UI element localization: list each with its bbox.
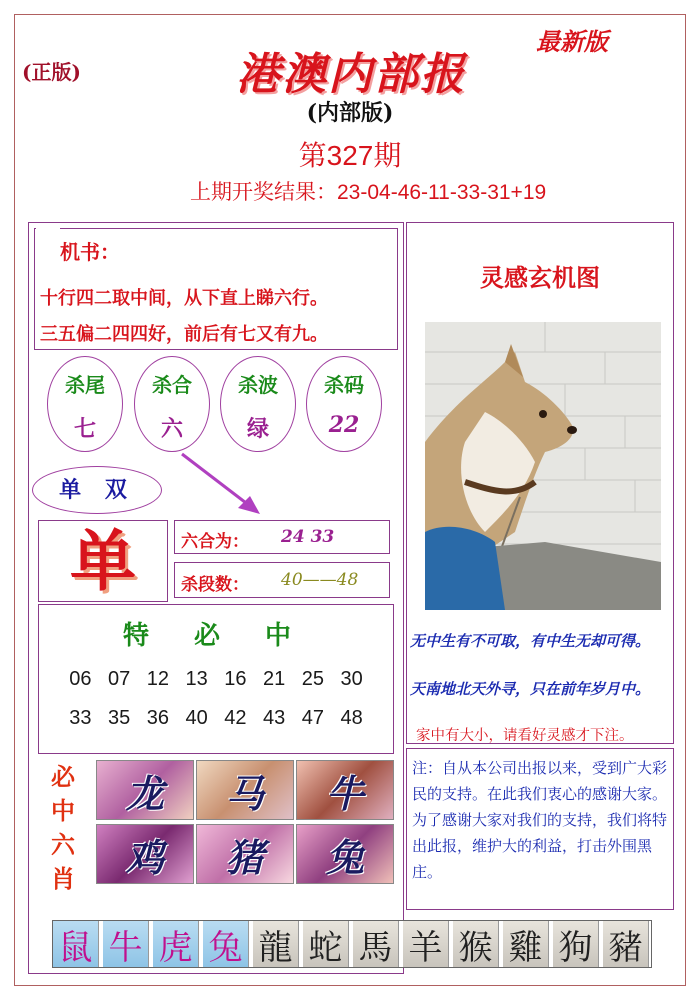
number: 16 bbox=[224, 668, 247, 690]
oval-title: 杀尾 bbox=[65, 373, 105, 397]
shaduan-value: 40——48 bbox=[281, 570, 359, 590]
number: 25 bbox=[301, 668, 324, 690]
dan-shuang-oval: 单 双 bbox=[32, 466, 162, 514]
number: 21 bbox=[263, 668, 286, 690]
big-char: 单 bbox=[70, 522, 136, 600]
zodiac-label: 兔 bbox=[325, 834, 364, 880]
oval-sha-wei bbox=[47, 356, 123, 452]
big-char-box bbox=[38, 520, 168, 602]
zodiac-bar bbox=[52, 920, 652, 968]
poem-line-2: 天南地北天外寻，只在前年岁月中。 bbox=[410, 680, 651, 698]
page-title: 港澳内部报 bbox=[236, 49, 466, 100]
number: 47 bbox=[301, 707, 324, 729]
zodiac-tile-rooster: 雞 bbox=[503, 921, 549, 967]
oval-sha-ma bbox=[306, 356, 382, 452]
number: 35 bbox=[108, 707, 131, 729]
right-title: 灵感玄机图 bbox=[480, 263, 600, 292]
zodiac-tile-dragon: 龍 bbox=[253, 921, 299, 967]
number: 13 bbox=[185, 668, 208, 690]
oval-value: 七 bbox=[73, 416, 96, 442]
number: 30 bbox=[340, 668, 363, 690]
edition-right: 最新版 bbox=[536, 27, 608, 56]
number: 48 bbox=[340, 707, 363, 729]
notice-text: 注：自从本公司出报以来，受到广大彩民的支持。在此我们衷心的感谢大家。为了感谢大家对我们的支持，我们将特出此报，维护大的利益，打击外围黑庄。 bbox=[412, 760, 668, 881]
te-bi-zhong-title: 特 必 中 bbox=[122, 621, 310, 651]
zodiac-label: 马 bbox=[225, 770, 264, 816]
te-bi-zhong-box bbox=[38, 604, 394, 754]
zodiac-cell bbox=[196, 824, 294, 884]
tianji-line-2: 三五偏二四四好，前后有七又有九。 bbox=[40, 324, 328, 345]
zodiac-tile-pig: 豬 bbox=[603, 921, 649, 967]
zodiac-tile-snake: 蛇 bbox=[303, 921, 349, 967]
zodiac-tile-ox: 牛 bbox=[103, 921, 149, 967]
six-zodiac-grid bbox=[96, 760, 396, 894]
number: 40 bbox=[185, 707, 208, 729]
oval-sha-he bbox=[134, 356, 210, 452]
bi-zhong-liu-xiao-label: 必中六肖 bbox=[51, 762, 75, 893]
dog-photo bbox=[425, 322, 661, 610]
oval-value: 绿 bbox=[246, 416, 269, 442]
liuhe-box bbox=[174, 520, 390, 554]
zodiac-cell bbox=[96, 824, 194, 884]
subtitle: (内部版) bbox=[306, 100, 394, 126]
tianji-line-1: 十行四二取中间，从下直上睇六行。 bbox=[40, 288, 328, 309]
zodiac-tile-monkey: 猴 bbox=[453, 921, 499, 967]
oval-title: 杀合 bbox=[152, 373, 192, 397]
zodiac-cell bbox=[96, 760, 194, 820]
zodiac-label: 龙 bbox=[125, 770, 164, 816]
oval-value: 22 bbox=[328, 412, 360, 438]
zodiac-cell bbox=[296, 824, 394, 884]
number: 33 bbox=[69, 707, 92, 729]
zodiac-label: 猪 bbox=[225, 834, 264, 880]
number: 06 bbox=[69, 668, 92, 690]
issue-number: 第327期 bbox=[298, 140, 402, 171]
tianji-heading: 机书： bbox=[60, 240, 120, 264]
number: 07 bbox=[108, 668, 131, 690]
zodiac-cell bbox=[296, 760, 394, 820]
shaduan-box bbox=[174, 562, 390, 598]
arrow-graphic bbox=[170, 444, 270, 524]
edition-left: (正版) bbox=[22, 60, 81, 84]
liuhe-value: 24 33 bbox=[281, 527, 335, 547]
number: 42 bbox=[224, 707, 247, 729]
oval-title: 杀码 bbox=[324, 373, 364, 397]
note-text: 家中有大小，请看好灵感才下注。 bbox=[416, 728, 634, 744]
zodiac-cell bbox=[196, 760, 294, 820]
oval-title: 杀波 bbox=[238, 373, 278, 397]
number: 43 bbox=[263, 707, 286, 729]
zodiac-label: 鸡 bbox=[125, 834, 164, 880]
poem-line-1: 无中生有不可取，有中生无却可得。 bbox=[410, 632, 651, 650]
number-row-2 bbox=[39, 707, 393, 730]
zodiac-tile-goat: 羊 bbox=[403, 921, 449, 967]
zodiac-tile-horse: 馬 bbox=[353, 921, 399, 967]
number: 12 bbox=[146, 668, 169, 690]
last-result: 上期开奖结果：23-04-46-11-33-31+19 bbox=[190, 181, 547, 204]
liuhe-label: 六合为： bbox=[181, 532, 249, 552]
zodiac-tile-rabbit: 兔 bbox=[203, 921, 249, 967]
number: 36 bbox=[146, 707, 169, 729]
zodiac-tile-tiger: 虎 bbox=[153, 921, 199, 967]
heading-mask bbox=[36, 226, 60, 260]
zodiac-tile-rat: 鼠 bbox=[53, 921, 99, 967]
oval-value: 六 bbox=[160, 416, 183, 442]
shaduan-label: 杀段数： bbox=[181, 575, 249, 595]
zodiac-label: 牛 bbox=[325, 770, 364, 816]
number-row-1 bbox=[39, 668, 393, 691]
zodiac-tile-dog: 狗 bbox=[553, 921, 599, 967]
oval-sha-bo bbox=[220, 356, 296, 452]
